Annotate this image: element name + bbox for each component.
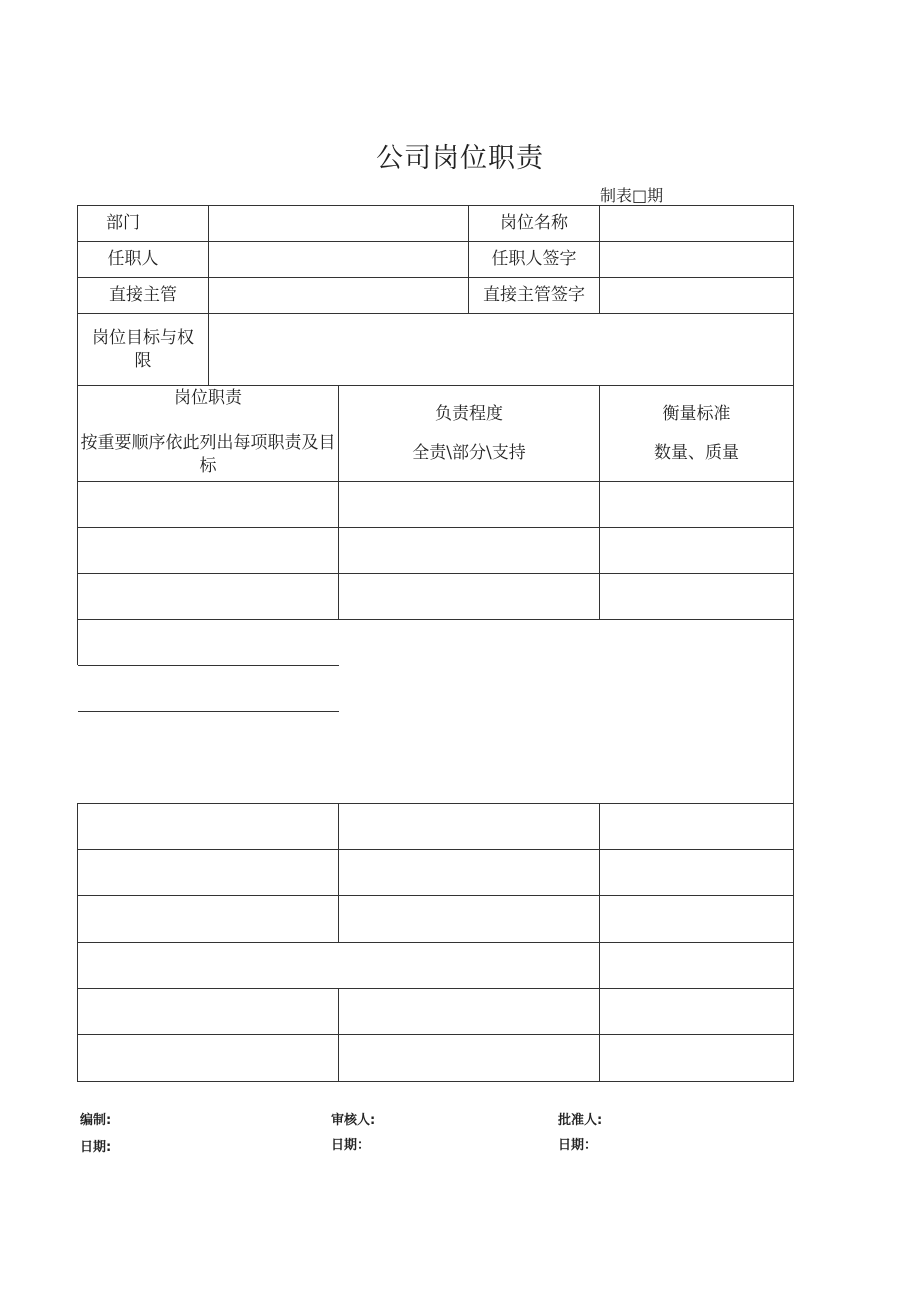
duties-header-col3 [600, 386, 793, 481]
table-border-left [77, 205, 78, 1081]
partial-row-line [77, 665, 339, 666]
approver-date-label: 日期： [558, 1138, 598, 1153]
goal-authority-label: 岗位目标与权限 [92, 327, 194, 371]
column-divider [338, 988, 339, 1081]
compiler-label: 编制: [80, 1113, 112, 1128]
column-divider [599, 205, 600, 313]
row-divider [77, 527, 794, 528]
column-divider [208, 205, 209, 385]
department-label: 部门 [106, 213, 140, 233]
left-border-gap [77, 665, 78, 803]
reviewer-label: 审核人: [331, 1113, 376, 1128]
row-divider [77, 619, 794, 620]
holder-signature-label: 任职人签字 [491, 249, 577, 269]
measure-standard-options: 数量、质量 [654, 442, 739, 463]
partial-row-line [77, 711, 339, 712]
row-divider [77, 849, 794, 850]
approver-label: 批准人: [558, 1113, 603, 1128]
compiler-date-label: 日期: [80, 1140, 112, 1155]
duties-title: 岗位职责 [174, 387, 242, 408]
row-divider [77, 481, 794, 482]
row-divider [77, 895, 794, 896]
duties-header-col2 [339, 386, 599, 481]
column-divider [599, 803, 600, 1081]
position-name-label: 岗位名称 [500, 213, 568, 233]
table-border-right [793, 205, 794, 1081]
supervisor-signature-label: 直接主管签字 [483, 285, 585, 305]
row-divider [77, 573, 794, 574]
column-divider [338, 803, 339, 942]
form-date-label: 制表□期 [600, 186, 664, 205]
measure-standard-title: 衡量标准 [662, 403, 731, 424]
duties-header-col1 [78, 386, 338, 481]
row-divider [77, 942, 794, 943]
row-divider [77, 803, 794, 804]
row-divider [77, 1034, 794, 1035]
duties-instructions: 按重要顺序依此列出每项职责及目标 [80, 433, 336, 476]
document-title: 公司岗位职责 [376, 143, 544, 174]
responsibility-degree-title: 负责程度 [435, 403, 503, 424]
table-border-top [77, 205, 794, 206]
row-divider [77, 988, 794, 989]
table-border-bottom [77, 1081, 794, 1082]
responsibility-degree-options: 全责\部分\支持 [412, 442, 526, 463]
supervisor-label: 直接主管 [109, 285, 177, 305]
holder-label: 任职人 [107, 249, 159, 269]
reviewer-date-label: 日期： [331, 1138, 371, 1153]
